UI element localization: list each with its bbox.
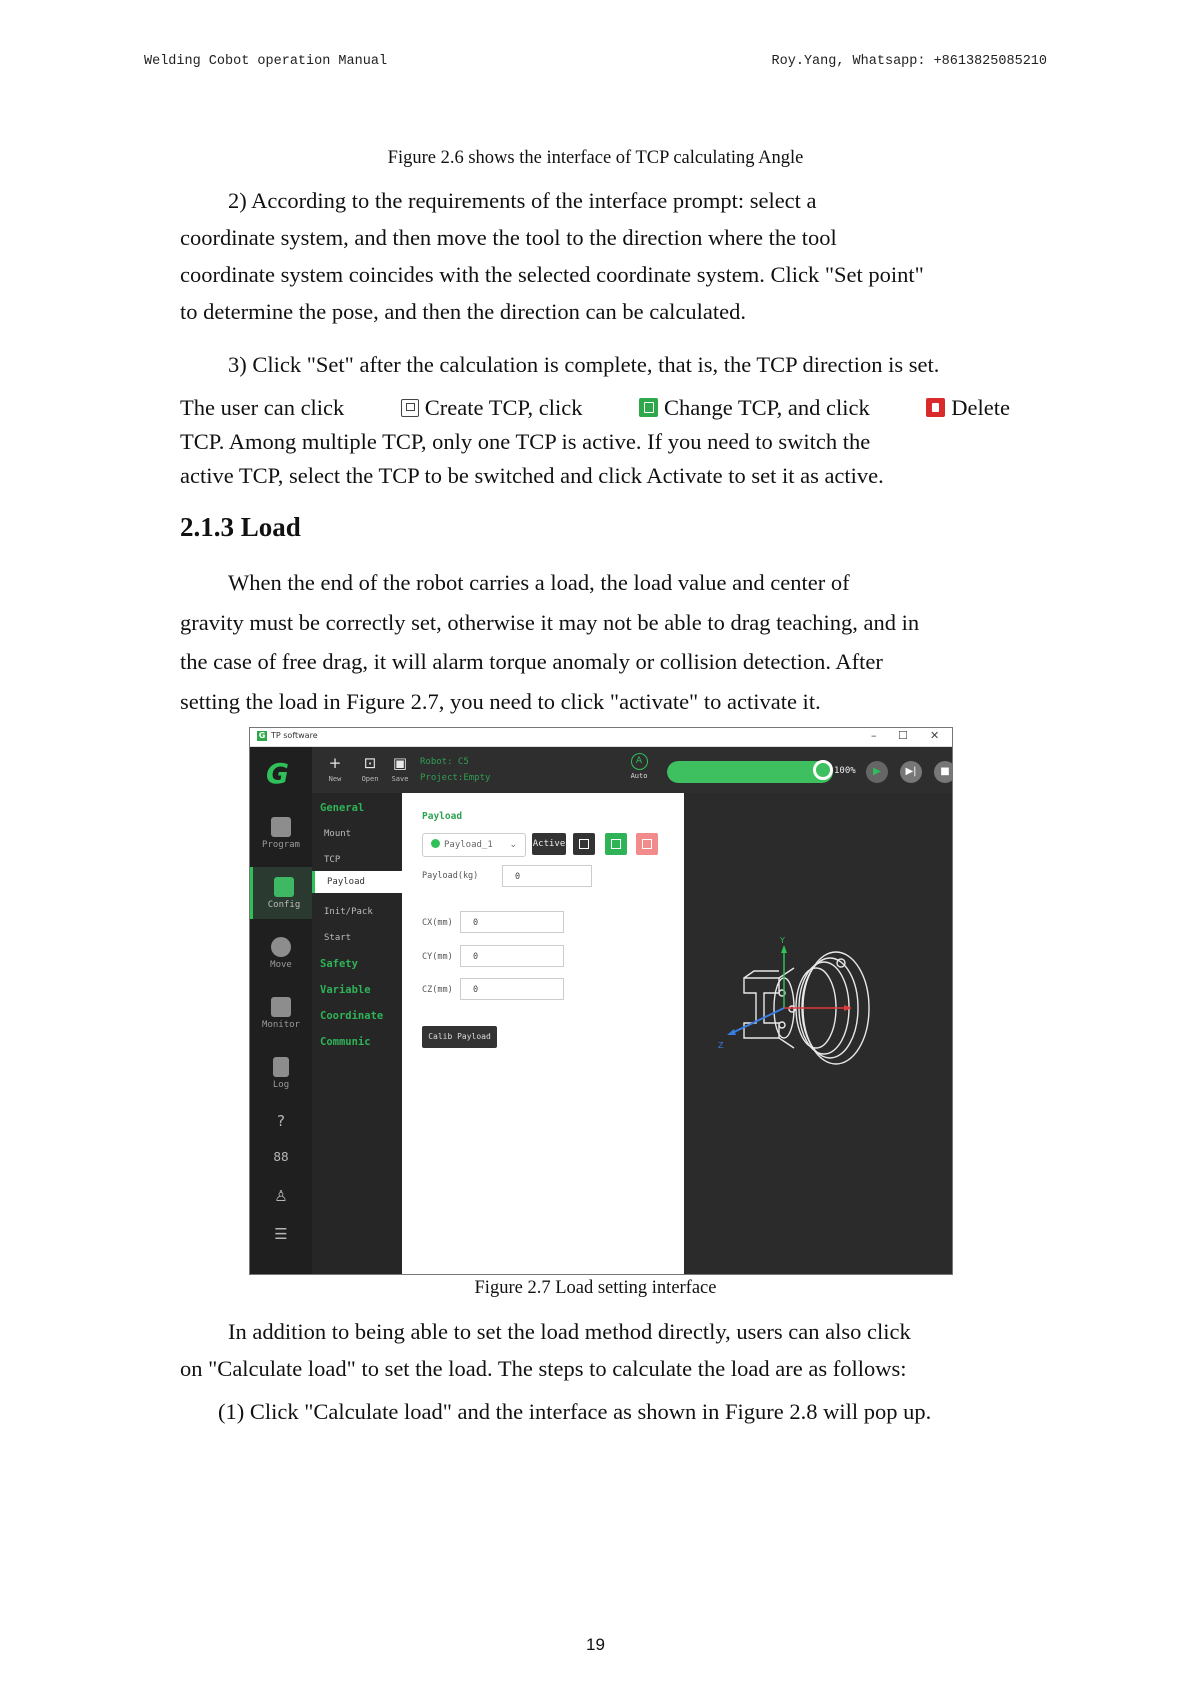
text-line: to determine the pose, and then the direction can be calculated. [180, 299, 747, 324]
3d-viewport[interactable] [684, 793, 952, 1274]
text-line-content: 3) Click "Set" after the calculation is complete, that is, the TCP direction is set. [228, 352, 940, 377]
section-heading: 2.1.3 Load [180, 512, 301, 542]
main-nav [250, 747, 312, 1274]
text-fragment: Delete [951, 395, 1010, 420]
log-icon [273, 1057, 289, 1077]
new-label: New [328, 775, 342, 783]
nav-item-config[interactable] [250, 867, 315, 919]
screenshot-load-setting [249, 727, 953, 1275]
speed-fill [667, 761, 833, 783]
nav-item-log[interactable] [250, 1047, 312, 1099]
submenu-category-safety[interactable]: Safety [320, 958, 358, 970]
paragraph-calculate-load [180, 1313, 1010, 1387]
speed-slider-handle[interactable] [813, 760, 833, 780]
text-line-content: In addition to being able to set the load method directly, users can also click [228, 1319, 911, 1344]
paragraph-step-2 [180, 182, 1010, 330]
submenu-item-mount[interactable]: Mount [324, 829, 352, 839]
window-title: TP software [271, 731, 318, 740]
add-payload-button[interactable] [573, 833, 595, 855]
text-line: TCP. Among multiple TCP, only one TCP is active. If you need to switch the [180, 429, 871, 454]
text-line: setting the load in Figure 2.7, you need to click "activate" to activate it. [180, 688, 821, 714]
nav-label: Log [272, 1080, 290, 1090]
payload-label: Payload(kg) [422, 871, 479, 881]
active-status-icon [431, 839, 440, 848]
speed-value: 100% [834, 766, 856, 776]
nav-label: Monitor [262, 1020, 300, 1030]
text-line: active TCP, select the TCP to be switched and click Activate to set it as active. [180, 463, 884, 488]
selected-payload: Payload_1 [444, 840, 493, 850]
payload-input[interactable]: 0 [502, 865, 592, 887]
user-icon[interactable]: ♙ [274, 1187, 288, 1205]
cx-label: CX(mm) [422, 918, 453, 928]
program-icon [271, 817, 291, 837]
text-line: coordinate system, and then move the tool to the direction where the tool [180, 225, 837, 250]
figure-caption-2-6: Figure 2.6 shows the interface of TCP calculating Angle [387, 148, 804, 168]
active-button[interactable]: Active [532, 833, 566, 855]
text-line-with-icons [180, 391, 1010, 425]
config-icon [274, 877, 294, 897]
nav-label: Move [270, 960, 292, 970]
monitor-icon [271, 997, 291, 1017]
help-icon[interactable]: ? [277, 1112, 285, 1130]
submenu-item-payload[interactable]: Payload [312, 871, 402, 893]
cz-input[interactable]: 0 [460, 978, 564, 1000]
project-name: Project:Empty [420, 773, 491, 783]
submenu-category-general[interactable]: General [320, 802, 365, 814]
speed-slider[interactable] [667, 761, 833, 783]
text-fragment: The user can click [180, 395, 345, 420]
text-line [180, 563, 1010, 603]
submenu-category-variable[interactable]: Variable [320, 984, 371, 996]
running-header-right: Roy.Yang, Whatsapp: +8613825085210 [771, 54, 1047, 69]
chevron-down-icon: ⌄ [509, 840, 517, 850]
top-toolbar [312, 747, 952, 793]
step-1: (1) Click "Calculate load" and the interface as shown in Figure 2.8 will pop up. [218, 1399, 932, 1424]
create-tcp-fragment [391, 391, 583, 425]
save-icon: ▣ [392, 754, 408, 772]
robot-name: Robot: C5 [420, 757, 469, 767]
page-number: 19 [586, 1635, 605, 1654]
axis-y-label: Y [780, 936, 785, 945]
nav-item-program[interactable] [250, 807, 312, 859]
mode-label: Auto [630, 772, 648, 780]
paragraph-load [180, 563, 1010, 721]
open-button[interactable] [355, 754, 385, 783]
text-line: on "Calculate load" to set the load. The steps to calculate the load are as follows: [180, 1356, 907, 1381]
paragraph-step-3-cont [180, 391, 1010, 493]
text-fragment: Create TCP, click [424, 395, 583, 420]
apps-icon[interactable]: 88 [273, 1150, 289, 1164]
robot-status [420, 754, 490, 786]
auto-mode-icon: A [631, 753, 648, 770]
trash-icon [926, 398, 945, 417]
app-logo-icon: G [258, 731, 266, 740]
text-line-content: When the end of the robot carries a load, the load value and center of [228, 570, 850, 595]
paragraph-step-3 [180, 346, 1010, 383]
close-button[interactable]: ✕ [930, 729, 940, 742]
text-line [180, 346, 1010, 383]
nav-item-move[interactable] [250, 927, 312, 979]
plus-icon: + [328, 754, 342, 772]
payload-panel [402, 793, 684, 1274]
edit-icon [639, 398, 658, 417]
mode-toggle[interactable] [625, 753, 653, 780]
cz-label: CZ(mm) [422, 985, 453, 995]
panel-title: Payload [422, 811, 463, 822]
payload-select[interactable] [422, 833, 526, 857]
text-line: gravity must be correctly set, otherwise it may not be able to drag teaching, and in [180, 609, 920, 635]
flange-model [684, 793, 952, 1274]
step-button[interactable]: ▶| [900, 761, 922, 783]
brand-logo: G [266, 757, 289, 790]
cy-label: CY(mm) [422, 952, 453, 962]
minimize-button[interactable]: – [871, 729, 877, 742]
stop-button[interactable]: ■ [934, 761, 953, 783]
cy-input[interactable]: 0 [460, 945, 564, 967]
open-icon: ⊡ [363, 754, 377, 772]
text-line: the case of free drag, it will alarm torque anomaly or collision detection. After [180, 649, 883, 674]
nav-label: Config [267, 900, 301, 910]
save-label: Save [391, 775, 409, 783]
text-line-content: 2) According to the requirements of the interface prompt: select a [228, 188, 817, 213]
move-icon [271, 937, 291, 957]
text-line [180, 1313, 1010, 1350]
new-button[interactable] [320, 754, 350, 783]
submenu-item-start[interactable]: Start [324, 933, 352, 943]
open-label: Open [361, 775, 379, 783]
text-line [180, 182, 1010, 219]
submenu-category-coordinate[interactable]: Coordinate [320, 1010, 384, 1022]
running-header-left: Welding Cobot operation Manual [144, 54, 388, 69]
figure-caption-2-7: Figure 2.7 Load setting interface [474, 1278, 717, 1298]
change-tcp-fragment [629, 391, 870, 425]
text-fragment: Change TCP, and click [663, 395, 870, 420]
edit-payload-button[interactable] [605, 833, 627, 855]
window-titlebar [250, 728, 952, 747]
cx-input[interactable]: 0 [460, 911, 564, 933]
create-icon [401, 399, 419, 417]
play-button[interactable]: ▶ [866, 761, 888, 783]
nav-item-monitor[interactable] [250, 987, 312, 1039]
submenu-item-init-pack[interactable]: Init/Pack [324, 907, 373, 917]
submenu-category-communic[interactable]: Communic [320, 1036, 371, 1048]
menu-icon[interactable]: ☰ [274, 1225, 288, 1243]
delete-tcp-fragment [916, 391, 1010, 425]
delete-payload-button[interactable] [636, 833, 658, 855]
config-submenu [312, 793, 402, 1274]
axis-z-label: Z [718, 1041, 724, 1050]
maximize-button[interactable]: ☐ [898, 729, 908, 742]
calib-payload-button[interactable]: Calib Payload [422, 1026, 497, 1048]
save-button[interactable] [385, 754, 415, 783]
submenu-item-tcp[interactable]: TCP [324, 855, 341, 865]
text-line: coordinate system coincides with the selected coordinate system. Click "Set point" [180, 262, 924, 287]
app-body [250, 747, 952, 1274]
nav-label: Program [262, 840, 300, 850]
